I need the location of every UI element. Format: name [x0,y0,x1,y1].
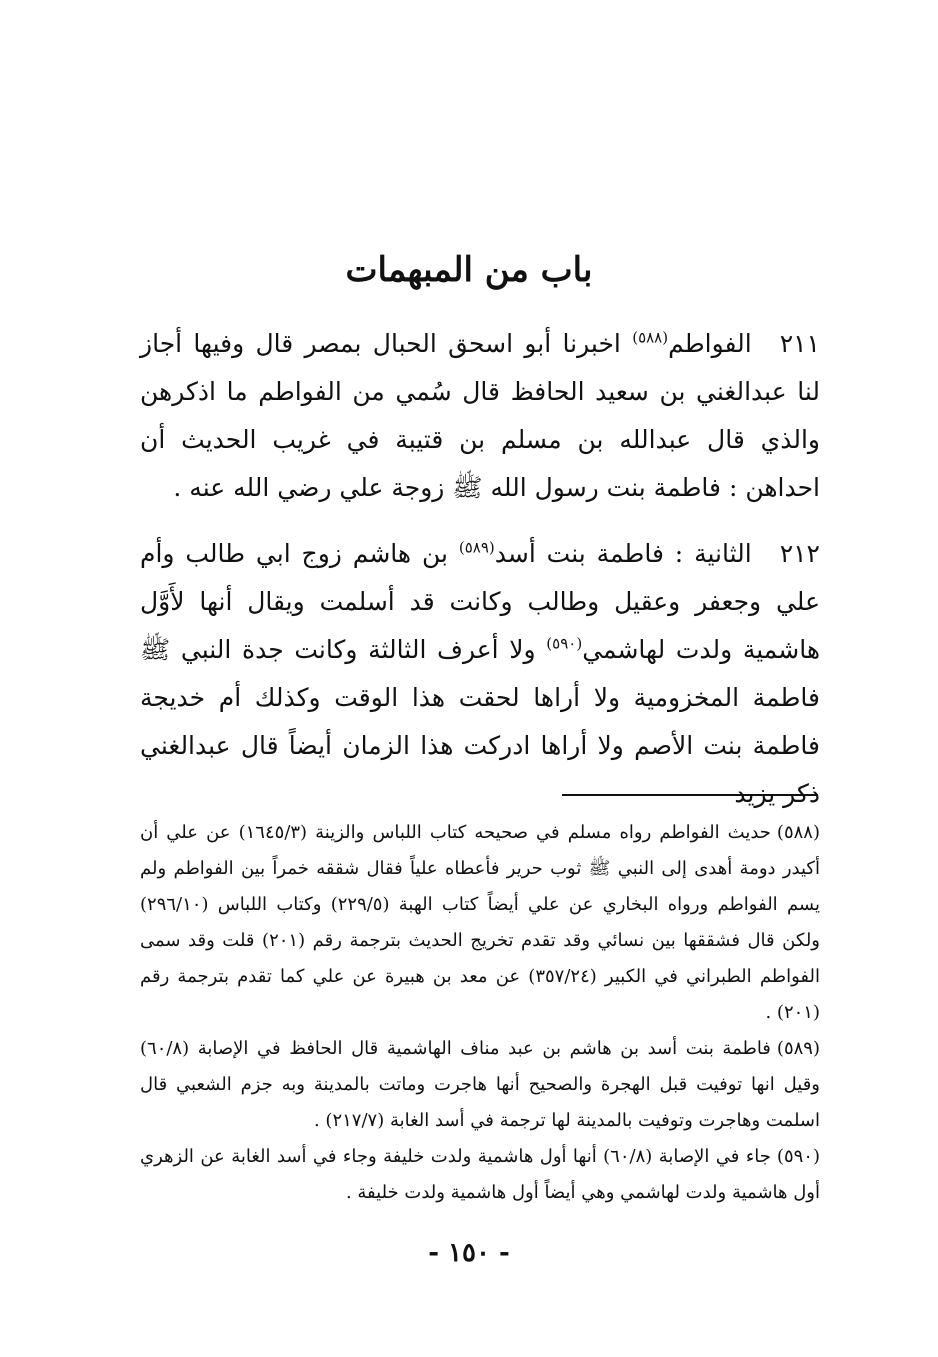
paragraph-number: ٢١١ [779,329,820,358]
footnote-number: (٥٨٨) [776,822,820,843]
paragraph-text: الثانية : فاطمة بنت أسد [494,539,752,568]
footnote-589 [140,1031,820,1139]
paragraph-text: بن هاشم زوج ابي طالب وأم علي وجعفر وعقيل وطالب وكانت قد أسلمت ويقال أنها لأَوَّل هاشمية ولدت لهاشمي [140,539,821,664]
footnote-text: جاء في الإصابة (٦٠/٨) أنها أول هاشمية ولدت خليفة وجاء في أسد الغابة عن الزهري أول هاشمية ولدت لهاشمي وهي أيضاً أول هاشمية ولدت خليفة . [140,1146,820,1203]
main-text [140,320,820,836]
footnote-ref[interactable]: (٥٩٠) [546,634,583,653]
paragraph-212 [140,530,820,818]
footnote-number: (٥٩٠) [776,1146,820,1167]
paragraph-text: اخبرنا أبو اسحق الحبال بمصر قال وفيها أجاز لنا عبدالغني بن سعيد الحافظ قال سُمي من الفواطم ما اذكرهن والذي قال عبدالله بن مسلم بن قتيبة في غريب الحديث أن احداهن : فاطمة بنت رسول الله ﷺ زوجة علي رضي الله عنه . [140,329,820,502]
paragraph-number: ٢١٢ [779,539,820,568]
footnote-text: فاطمة بنت أسد بن هاشم بن عبد مناف الهاشمية قال الحافظ في الإصابة (٦٠/٨) وقيل انها توفيت قبل الهجرة والصحيح أنها هاجرت وماتت بالمدينة وبه جزم الشعبي قال اسلمت وهاجرت وتوفيت بالمدينة لها ترجمة في أسد الغابة (٢١٧/٧) . [140,1038,820,1131]
chapter-title: باب من المبهمات [345,250,593,290]
footnote-590 [140,1139,820,1211]
footnote-number: (٥٨٩) [776,1038,820,1059]
page-number: - ١٥٠ - [428,1238,510,1268]
paragraph-211 [140,320,820,512]
footnote-588 [140,815,820,1031]
footnotes [140,815,820,1211]
footnote-divider [562,794,818,796]
paragraph-text: الفواطم [668,329,752,358]
footnote-text: حديث الفواطم رواه مسلم في صحيحه كتاب اللباس والزينة (١٦٤٥/٣) عن علي أن أكيدر دومة أهدى إلى النبي ﷺ ثوب حرير فأعطاه علياً فقال شققه خمراً بين الفواطم ولم يسم الفواطم ورواه البخاري عن علي أيضاً كتاب الهبة (٢٢٩/٥) وكتاب اللباس (٢٩٦/١٠) ولكن قال فشققها بين نسائي وقد تقدم تخريج الحديث بترجمة رقم (٢٠١) قلت وقد سمى الفواطم الطبراني في الكبير (٣٥٧/٢٤) عن معد بن هبيرة عن علي كما تقدم بترجمة رقم (٢٠١) . [140,822,821,1023]
footnote-ref[interactable]: (٥٨٩) [458,538,495,557]
paragraph-text: ولا أعرف الثالثة وكانت جدة النبي ﷺ فاطمة المخزومية ولا أراها لحقت هذا الوقت وكذلك أم خديجة فاطمة بنت الأصم ولا أراها ادركت هذا الزمان أيضاً قال عبدالغني ذكر يزيد [140,635,820,808]
footnote-ref[interactable]: (٥٨٨) [632,328,669,347]
